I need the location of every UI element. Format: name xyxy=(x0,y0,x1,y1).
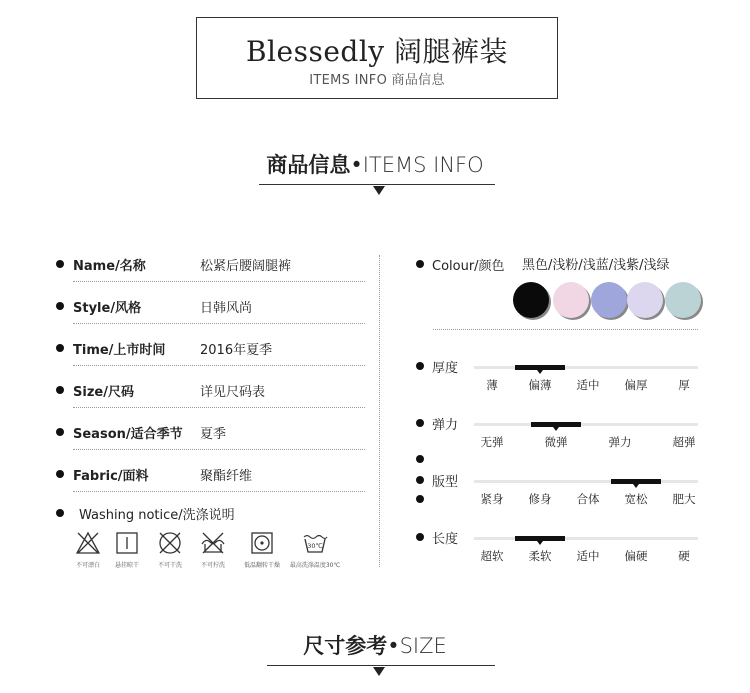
scale-tick-label: 薄 xyxy=(486,378,498,392)
detail-bullet xyxy=(56,302,64,310)
detail-value: 2016年夏季 xyxy=(200,343,273,358)
section-title-en: ITEMS INFO xyxy=(362,153,484,177)
scale-track xyxy=(474,366,698,369)
scale-tick-label: 偏硬 xyxy=(624,549,648,563)
scale-tick-label: 超软 xyxy=(480,549,504,563)
scale-marker-pointer-icon xyxy=(537,370,543,374)
scale-tick-label: 适中 xyxy=(576,549,600,563)
scale-bullet xyxy=(416,362,424,370)
detail-row-separator xyxy=(73,281,365,282)
section-underline xyxy=(259,184,495,185)
scale-tick-label: 无弹 xyxy=(480,435,504,449)
detail-label: Fabric/面料 xyxy=(73,469,149,484)
scale-track xyxy=(474,423,698,426)
detail-bullet xyxy=(56,470,64,478)
section-title-zh: 商品信息 xyxy=(266,153,351,177)
care-caption: 悬挂晾干 xyxy=(114,562,139,569)
care-symbol xyxy=(232,530,292,569)
brand-title xyxy=(197,30,557,70)
section-down-arrow-icon xyxy=(373,186,385,195)
washing-label: Washing notice/洗涤说明 xyxy=(79,508,235,523)
brand-header-box xyxy=(196,17,558,99)
scale-bullet xyxy=(416,419,424,427)
care-symbol xyxy=(285,530,345,569)
section2-underline xyxy=(267,665,495,666)
scale-tick-label: 偏厚 xyxy=(624,378,648,392)
detail-row-separator xyxy=(73,449,365,450)
scale-name: 版型 xyxy=(432,475,459,490)
detail-value: 松紧后腰阔腿裤 xyxy=(200,259,292,274)
column-divider xyxy=(379,255,380,567)
scale-tick-label: 紧身 xyxy=(480,492,504,506)
section-title-items-info xyxy=(0,149,750,179)
detail-label: Time/上市时间 xyxy=(73,343,166,358)
colour-value: 黑色/浅粉/浅蓝/浅紫/浅绿 xyxy=(522,258,670,273)
scale-tick-label: 合体 xyxy=(576,492,600,506)
care-caption: 低温翻转干燥 xyxy=(243,562,280,569)
colour-bullet xyxy=(416,260,424,268)
colour-swatch[interactable] xyxy=(591,282,627,318)
scale-marker-pointer-icon xyxy=(537,541,543,545)
detail-bullet xyxy=(56,386,64,394)
section2-title-en: SIZE xyxy=(399,634,447,658)
wash-30c-icon xyxy=(302,530,328,556)
detail-label: Name/名称 xyxy=(73,259,146,274)
tumble-dry-low-icon xyxy=(249,530,275,556)
scale-tick-label: 厚 xyxy=(678,378,690,392)
product-title: 阔腿裤装 xyxy=(394,35,509,68)
no-dry-clean-icon xyxy=(157,530,183,556)
scale-name: 厚度 xyxy=(432,361,459,376)
scale-track xyxy=(474,480,698,483)
wash-temperature-text: 30℃ xyxy=(307,542,323,550)
detail-bullet xyxy=(56,428,64,436)
colour-label: Colour/颜色 xyxy=(432,259,505,274)
scale-marker-pointer-icon xyxy=(553,427,559,431)
detail-value: 聚酯纤维 xyxy=(200,469,253,484)
scale-bullet xyxy=(416,476,424,484)
care-caption: 不可漂白 xyxy=(75,562,100,569)
section2-title-bullet: • xyxy=(387,634,400,658)
section-title-size xyxy=(0,630,750,660)
no-wring-icon xyxy=(200,530,226,556)
colour-swatch[interactable] xyxy=(627,282,663,318)
scale-bullet xyxy=(416,455,424,463)
hang-dry-icon xyxy=(114,530,140,556)
scale-name: 长度 xyxy=(432,532,459,547)
detail-row-separator xyxy=(73,323,365,324)
scale-tick-label: 适中 xyxy=(576,378,600,392)
detail-label: Size/尺码 xyxy=(73,385,134,400)
scale-track xyxy=(474,537,698,540)
scale-bullet xyxy=(416,533,424,541)
colour-swatch[interactable] xyxy=(553,282,589,318)
detail-value: 日韩风尚 xyxy=(200,301,253,316)
scale-tick-label: 微弹 xyxy=(544,435,568,449)
detail-bullet xyxy=(56,344,64,352)
colour-separator xyxy=(433,329,698,330)
scale-tick-label: 修身 xyxy=(528,492,552,506)
care-caption: 不可干洗 xyxy=(157,562,182,569)
scale-tick-label: 超弹 xyxy=(672,435,696,449)
detail-row-separator xyxy=(73,365,365,366)
colour-swatch[interactable] xyxy=(513,282,549,318)
brand-name: Blessedly xyxy=(245,35,385,68)
care-caption: 不可拧洗 xyxy=(200,562,225,569)
scale-marker-pointer-icon xyxy=(633,484,639,488)
section-title-bullet: • xyxy=(350,153,363,177)
detail-label: Style/风格 xyxy=(73,301,142,316)
brand-subtitle: ITEMS INFO 商品信息 xyxy=(309,73,445,88)
detail-row-separator xyxy=(73,407,365,408)
scale-tick-label: 肥大 xyxy=(672,492,696,506)
scale-name: 弹力 xyxy=(432,418,459,433)
scale-tick-label: 宽松 xyxy=(624,492,648,506)
detail-value: 详见尺码表 xyxy=(200,385,266,400)
scale-bullet xyxy=(416,495,424,503)
detail-value: 夏季 xyxy=(200,427,227,442)
detail-label: Season/适合季节 xyxy=(73,427,183,442)
colour-swatch[interactable] xyxy=(665,282,701,318)
scale-tick-label: 柔软 xyxy=(528,549,552,563)
detail-bullet xyxy=(56,260,64,268)
scale-tick-label: 偏薄 xyxy=(528,378,552,392)
care-caption: 最高洗涤温度30℃ xyxy=(289,562,341,569)
washing-bullet xyxy=(56,509,64,517)
scale-tick-label: 弹力 xyxy=(608,435,632,449)
section2-down-arrow-icon xyxy=(373,667,385,676)
section2-title-zh: 尺寸参考 xyxy=(303,634,388,658)
detail-row-separator xyxy=(73,491,365,492)
scale-tick-label: 硬 xyxy=(678,549,690,563)
